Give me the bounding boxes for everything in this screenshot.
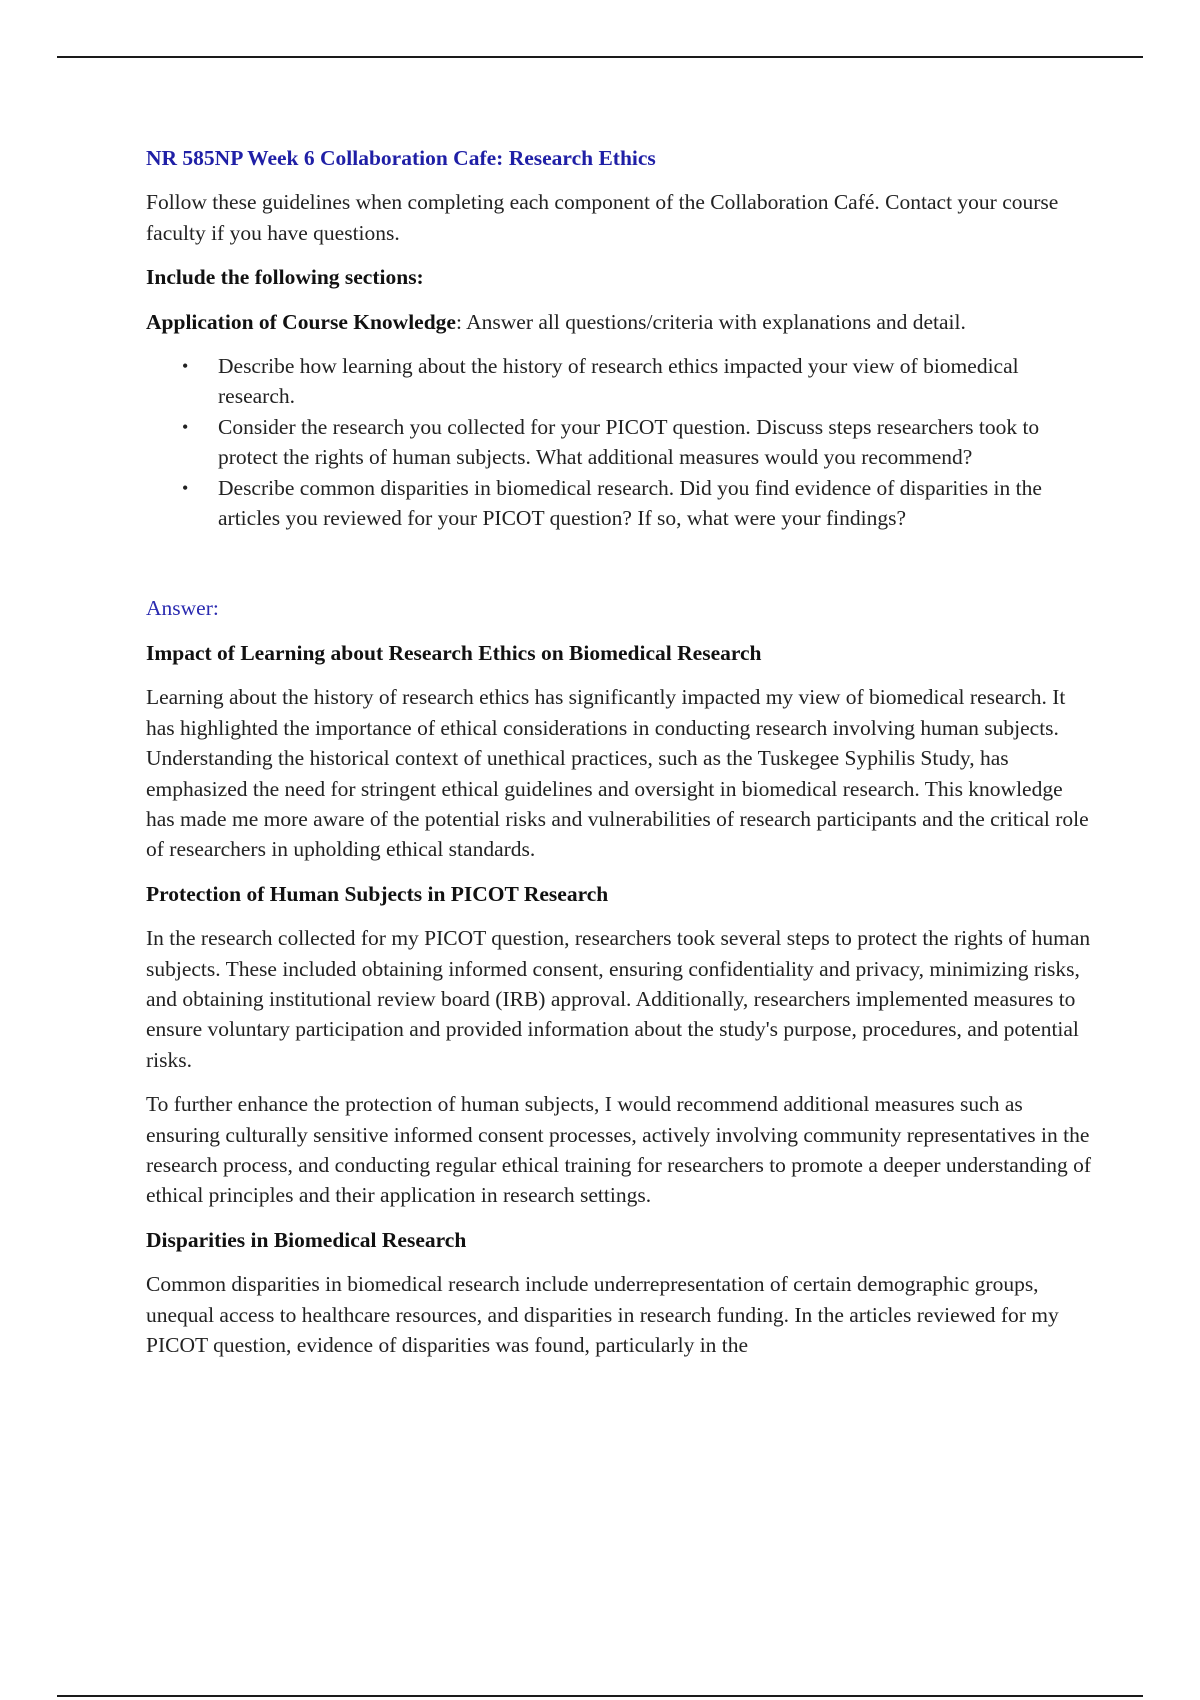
list-item-text: Describe common disparities in biomedical research. Did you find evidence of disparities in the articles you reviewed for your PICOT question? If so, what were your findings? — [218, 475, 1042, 531]
list-item-text: Consider the research you collected for your PICOT question. Discuss steps researchers took to protect the rights of human subjects. What additional measures would you recommend? — [218, 414, 1040, 470]
document-body — [146, 143, 1096, 1374]
intro-paragraph: Follow these guidelines when completing each component of the Collaboration Café. Contact your course faculty if you have questions. — [146, 190, 1059, 245]
section-heading-impact: Impact of Learning about Research Ethics on Biomedical Research — [146, 640, 762, 665]
top-divider — [57, 56, 1143, 58]
application-line — [146, 307, 1096, 337]
section-paragraph: Learning about the history of research ethics has significantly impacted my view of biomedical research. It has highlighted the importance of ethical considerations in conducting research involving human subjects. Understanding the historical context of unethical practices, such as the Tuskegee Syphilis Study, has emphasized the need for stringent ethical guidelines and oversight in biomedical research. This knowledge has made me more aware of the potential risks and vulnerabilities of research participants and the critical role of researchers in upholding ethical standards. — [146, 685, 1089, 862]
sections-heading: Include the following sections: — [146, 265, 424, 290]
bullet-icon: • — [182, 477, 189, 498]
section-heading-protection: Protection of Human Subjects in PICOT Research — [146, 881, 609, 906]
bullet-icon: • — [182, 356, 189, 377]
section-paragraph: To further enhance the protection of human subjects, I would recommend additional measures such as ensuring culturally sensitive informed consent processes, actively involving community representatives in the research process, and conducting regular ethical training for researchers to promote a deeper understanding of ethical principles and their application in research settings. — [146, 1092, 1092, 1208]
section-paragraph: In the research collected for my PICOT question, researchers took several steps to protect the rights of human subjects. These included obtaining informed consent, ensuring confidentiality and privacy, minimizing risks, and obtaining institutional review board (IRB) approval. Additionally, researchers implemented measures to ensure voluntary participation and provided information about the study's purpose, procedures, and potential risks. — [146, 926, 1091, 1072]
requirements-list — [146, 351, 1096, 533]
list-item — [146, 412, 1096, 473]
section-heading-disparities: Disparities in Biomedical Research — [146, 1227, 467, 1252]
list-item-text: Describe how learning about the history of research ethics impacted your view of biomedical research. — [218, 354, 1019, 409]
list-item — [146, 351, 1096, 412]
application-label: Application of Course Knowledge — [146, 309, 456, 334]
document-title: NR 585NP Week 6 Collaboration Cafe: Research Ethics — [146, 146, 656, 170]
bullet-icon: • — [182, 416, 189, 437]
bottom-divider — [57, 1695, 1143, 1697]
list-item — [146, 473, 1096, 534]
section-paragraph: Common disparities in biomedical research include underrepresentation of certain demographic groups, unequal access to healthcare resources, and disparities in research funding. In the articles reviewed for my PICOT question, evidence of disparities was found, particularly in the — [146, 1272, 1059, 1357]
answer-label: Answer: — [146, 596, 219, 621]
application-text: : Answer all questions/criteria with explanations and detail. — [455, 309, 966, 334]
